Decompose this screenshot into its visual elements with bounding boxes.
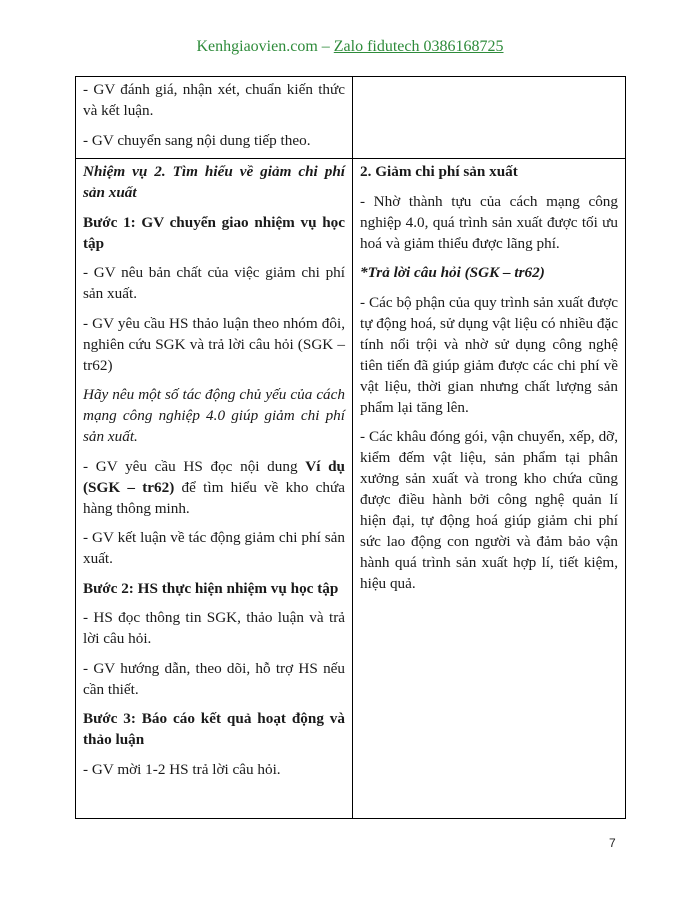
answer-title: *Trả lời câu hỏi (SGK – tr62): [360, 264, 545, 281]
left-paragraph-6: - GV hướng dẫn, theo dõi, hỗ trợ HS nếu cần thiết.: [83, 659, 345, 698]
right-paragraph-1: - Nhờ thành tựu của cách mạng công nghiệp 4.0, quá trình sản xuất được tối ưu hoá và giảm thiểu được lãng phí.: [360, 192, 618, 252]
task-title: Nhiệm vụ 2. Tìm hiểu về giảm chi phí sản xuất: [83, 163, 345, 201]
left-paragraph-7: - GV mời 1-2 HS trả lời câu hỏi.: [83, 760, 281, 778]
row1-paragraph-2: - GV chuyển sang nội dung tiếp theo.: [83, 131, 311, 149]
row2-right-cell: [353, 159, 626, 819]
lesson-table: [75, 76, 626, 819]
header-separator: –: [317, 38, 334, 55]
p3-example-ref: Ví dụ (SGK – tr62): [83, 457, 345, 496]
right-paragraph-3: - Các khâu đóng gói, vận chuyển, xếp, dỡ, kiểm đếm vật liệu, sản phẩm tại phân xưởng sản xuất và trong kho chứa cũng được điều hành bởi công nghệ quản lí hiện đại, tự động hoá giúp giảm chi phí sức lao động con người và đảm bảo vận hành quá trình sản xuất hợp lí, tiết kiệm, hiệu quả.: [360, 428, 618, 592]
left-paragraph-4: - GV kết luận về tác động giảm chi phí sản xuất.: [83, 529, 345, 567]
p3-text-post: để tìm hiểu về kho chứa hàng thông minh.: [83, 478, 345, 517]
table-row: [76, 77, 626, 159]
section-title: 2. Giảm chi phí sản xuất: [360, 163, 518, 180]
row1-right-cell: [353, 77, 626, 159]
step2-title: Bước 2: HS thực hiện nhiệm vụ học tập: [83, 579, 339, 597]
row2-left-cell: [76, 159, 353, 819]
left-paragraph-2: - GV yêu cầu HS thảo luận theo nhóm đôi, nghiên cứu SGK và trả lời câu hỏi (SGK – tr62): [83, 314, 345, 374]
right-paragraph-2: - Các bộ phận của quy trình sản xuất được tự động hoá, sử dụng vật liệu có nhiều đặc tính nổi trội và nhờ sử dụng công nghệ tiên tiến đã giúp giảm được các chi phí về vật liệu, thời gian nhưng chất lượng sản phẩm lại tăng lên.: [360, 293, 618, 416]
header-site[interactable]: Kenhgiaovien.com: [196, 38, 318, 55]
row1-left-cell: [76, 77, 353, 159]
left-paragraph-1: - GV nêu bản chất của việc giảm chi phí sản xuất.: [83, 264, 345, 302]
left-paragraph-5: - HS đọc thông tin SGK, thảo luận và trả lời câu hỏi.: [83, 609, 345, 647]
question-text: Hãy nêu một số tác động chủ yếu của cách mạng công nghiệp 4.0 giúp giảm chi phí sản xuất.: [83, 386, 345, 445]
left-paragraph-3: [83, 456, 345, 519]
table-row: [76, 159, 626, 819]
page-header: [0, 38, 700, 56]
step1-title: Bước 1: GV chuyển giao nhiệm vụ học tập: [83, 213, 345, 252]
p3-text-pre: - GV yêu cầu HS đọc nội dung: [83, 457, 306, 475]
row1-paragraph-1: - GV đánh giá, nhận xét, chuẩn kiến thức và kết luận.: [83, 81, 345, 119]
step3-title: Bước 3: Báo cáo kết quả hoạt động và thảo luận: [83, 710, 345, 748]
page-number: 7: [609, 836, 616, 850]
header-contact-link[interactable]: Zalo fidutech 0386168725: [333, 38, 504, 55]
